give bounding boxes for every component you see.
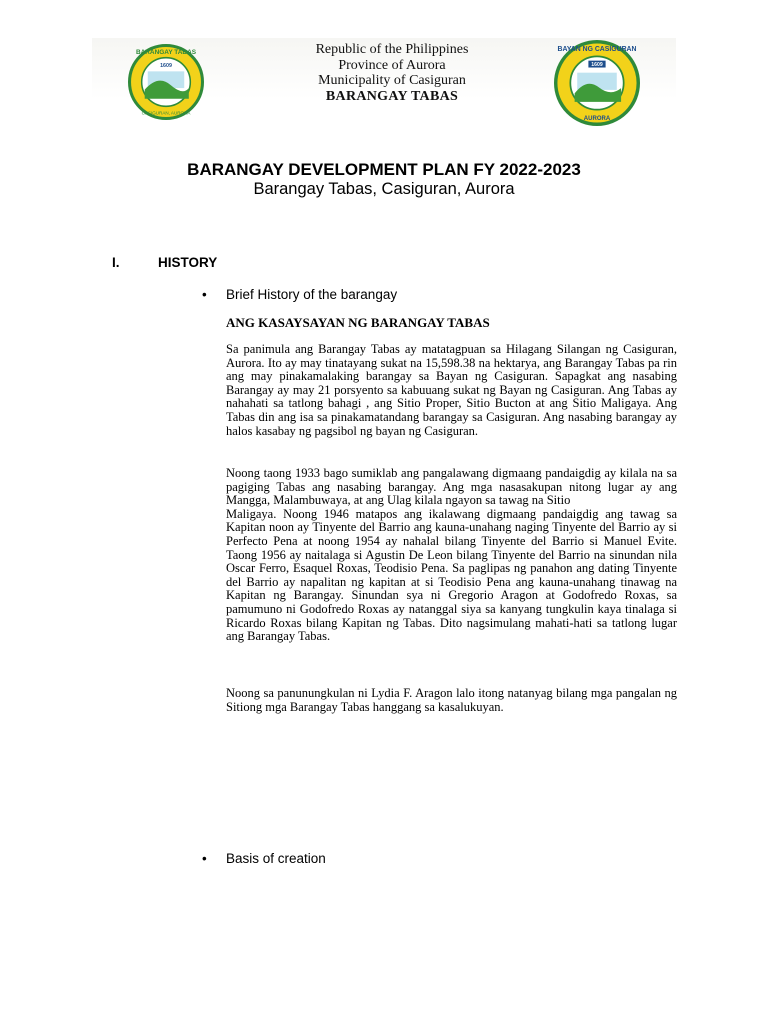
letterhead	[92, 38, 676, 126]
section-number: I.	[112, 255, 120, 270]
bullet-dot: •	[202, 287, 207, 302]
bullet-label: Basis of creation	[226, 851, 326, 866]
letterhead-line-municipality: Municipality of Casiguran	[318, 73, 466, 88]
svg-text:CASIGURAN, AURORA: CASIGURAN, AURORA	[141, 110, 191, 116]
svg-text:BAYAN NG CASIGURAN: BAYAN NG CASIGURAN	[557, 46, 637, 54]
letterhead-line-republic: Republic of the Philippines	[315, 42, 469, 57]
bullet-label: Brief History of the barangay	[226, 287, 398, 302]
document-subtitle: Barangay Tabas, Casiguran, Aurora	[253, 180, 515, 198]
casiguran-seal	[554, 40, 640, 126]
svg-text:1609: 1609	[160, 62, 172, 69]
history-heading: ANG KASAYSAYAN NG BARANGAY TABAS	[226, 315, 490, 330]
letterhead-text	[272, 42, 512, 104]
section-title: HISTORY	[158, 255, 218, 270]
svg-text:1609: 1609	[591, 62, 603, 69]
bullet-dot: •	[202, 851, 207, 866]
document-title: BARANGAY DEVELOPMENT PLAN FY 2022-2023	[187, 160, 581, 179]
letterhead-line-province: Province of Aurora	[338, 57, 446, 73]
svg-text:AURORA: AURORA	[583, 115, 611, 122]
bullet-basis-of-creation	[202, 851, 326, 866]
bullet-brief-history	[202, 287, 398, 302]
history-paragraph-3: Noong sa panunungkulan ni Lydia F. Aragon lalo itong natanyag bilang mga pangalan ng Sitiong mga Barangay Tabas hanggang sa kasalukuyan.	[226, 686, 677, 714]
svg-text:BARANGAY TABAS: BARANGAY TABAS	[135, 48, 197, 56]
history-paragraph-2: Noong taong 1933 bago sumiklab ang pangalawang digmaang pandaigdig ay kilala na sa pagiging Tabas ang nasabing barangay. Ang mga nasasakupan nitong lugar ay ang Mangga, Malambuwaya, at ang Ulag kilala ngayon sa tawag na Sitio Maligaya. Noong 1946 matapos ang ikalawang digmaang pandaigdig ang tawag sa Kapitan noon ay Tinyente del Barrio ang kauna-unahang naging Tinyente del Barrio ay si Perfecto Pena at noong 1954 ay nahalal bilang Tinyente del Barrio si Manuel Evite. Taong 1956 ay naitalaga si Agustin De Leon bilang Tinyente del Barrio na sinundan nila Oscar Ferro, Esaquel Roxas, Teodisio Pena. Sa paglipas ng panahon ang dating Tinyente del Barrio ay napalitan ng kapitan at si Teodisio Pena ang kauna-unahang tinawag na Kapitan ng Barangay. Sinundan sya ni Gregorio Aragon at Godofredo Roxas, sa pamumuno ni Godofredo Roxas ay natanggal siya sa kanyang tungkulin kaya tinalaga si Ricardo Roxas bilang Kapitan ng Tabas. Dito nagsimulang mahati-hati sa tatlong lugar ang Barangay Tabas.	[226, 466, 677, 644]
history-paragraph-1: Sa panimula ang Barangay Tabas ay matatagpuan sa Hilagang Silangan ng Casiguran, Aurora. Ito ay may tinatayang sukat na 15,598.38 na hektarya, ang Barangay Tabas pa rin ang may pinakamalaking barangay sa Bayan ng Casiguran. Sapagkat ang nasabing Barangay ay may 21 porsyento sa kabuuang sukat ng Bayan ng Casiguran. Ang Tabas ay nahahati sa tatlong bahagi , ang Sitio Proper, Sitio Bucton at ang Sitio Maligaya. Ang Tabas din ang isa sa pinakamatandang barangay sa Casiguran. Ang nasabing barangay ay halos kasabay ng pagsibol ng bayan ng Casiguran.	[226, 342, 677, 438]
letterhead-line-barangay: BARANGAY TABAS	[325, 88, 459, 104]
barangay-tabas-seal	[128, 44, 204, 120]
